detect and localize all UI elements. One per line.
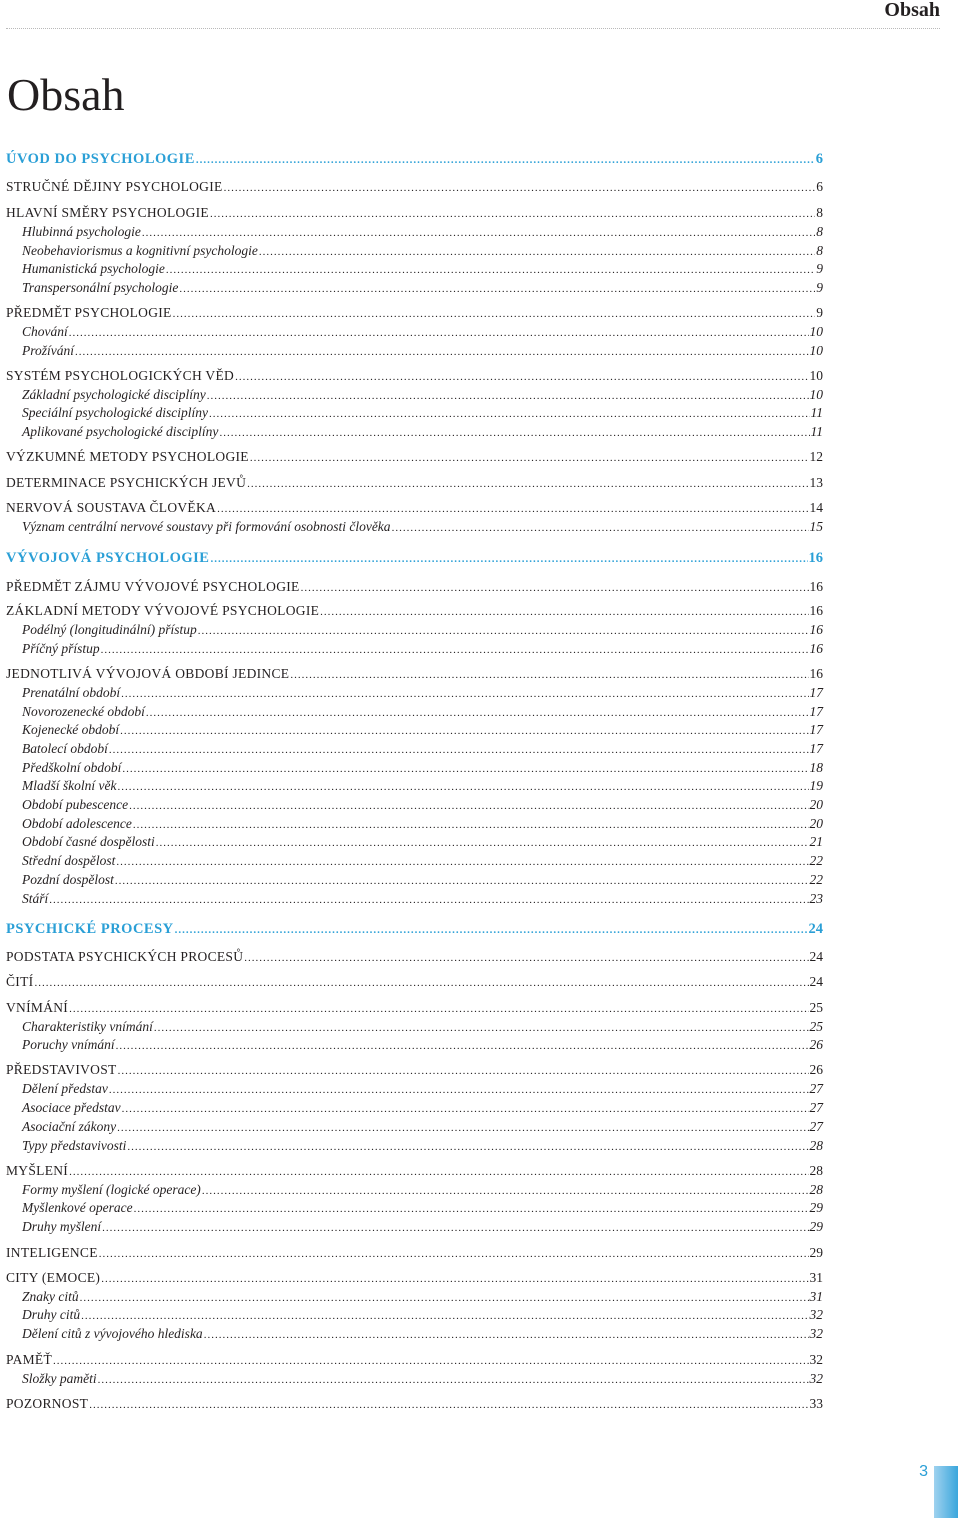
toc-chapter-entry[interactable] [6,920,823,939]
toc-dot-leader [247,475,808,493]
toc-subsection-entry[interactable] [22,386,823,405]
toc-entry-page: 28 [809,1182,823,1197]
toc-entry-label: SYSTÉM PSYCHOLOGICKÝCH VĚD [6,368,235,383]
toc-section-entry[interactable] [6,1244,823,1263]
toc-subsection-entry[interactable] [22,1181,823,1200]
toc-subsection-entry[interactable] [22,1370,823,1389]
toc-subsection-entry[interactable] [22,815,823,834]
toc-entry-page: 25 [809,1000,823,1015]
toc-subsection-entry[interactable] [22,518,823,537]
toc-entry-label: STRUČNÉ DĚJINY PSYCHOLOGIE [6,179,223,194]
toc-section-entry[interactable] [6,1269,823,1288]
toc-entry-label: VNÍMÁNÍ [6,1000,69,1015]
toc-entry-label: Transpersonální psychologie [22,280,179,295]
toc-entry-page: 17 [809,704,823,719]
toc-dot-leader [129,797,808,815]
toc-entry-label: Aplikované psychologické disciplíny [22,424,219,439]
toc-dot-leader [250,449,809,467]
toc-subsection-entry[interactable] [22,1325,823,1344]
toc-entry-page: 25 [809,1019,823,1034]
toc-entry-label: Základní psychologické disciplíny [22,387,206,402]
toc-entry-label: Druhy myšlení [22,1219,102,1234]
toc-dot-leader [109,1081,809,1099]
toc-dot-leader [244,949,808,967]
toc-dot-leader [102,1219,808,1237]
toc-entry-label: Znaky citů [22,1289,79,1304]
toc-subsection-entry[interactable] [22,342,823,361]
toc-section-entry[interactable] [6,367,823,386]
toc-dot-leader [99,1245,809,1263]
toc-entry-label: Význam centrální nervové soustavy při formování osobnosti člověka [22,519,391,534]
toc-dot-leader [116,1037,809,1055]
toc-entry-page: 14 [809,500,823,515]
toc-entry-page: 9 [816,261,823,276]
toc-subsection-entry[interactable] [22,852,823,871]
toc-entry-label: PŘEDSTAVIVOST [6,1062,117,1077]
toc-entry-page: 10 [809,368,823,383]
toc-dot-leader [101,1270,808,1288]
toc-dot-leader [219,424,809,442]
toc-subsection-entry[interactable] [22,423,823,442]
toc-dot-leader [75,343,809,361]
running-header-title: Obsah [884,0,940,21]
toc-entry-label: PODSTATA PSYCHICKÝCH PROCESŮ [6,949,244,964]
toc-entry-label: Humanistická psychologie [22,261,165,276]
toc-entry-page: 13 [809,475,823,490]
toc-dot-leader [154,1019,809,1037]
toc-entry-label: ČITÍ [6,974,34,989]
toc-dot-leader [89,1396,808,1414]
page-title: Obsah [7,69,125,120]
toc-entry-page: 29 [809,1245,823,1260]
toc-dot-leader [166,261,815,279]
toc-dot-leader [115,872,809,890]
toc-entry-label: Období časné dospělosti [22,834,155,849]
page-edge-tab [934,1466,958,1518]
toc-section-entry[interactable] [6,1162,823,1181]
toc-entry-label: PŘEDMĚT PSYCHOLOGIE [6,305,172,320]
toc-section-entry[interactable] [6,499,823,518]
toc-subsection-entry[interactable] [22,703,823,722]
toc-entry-label: ÚVOD DO PSYCHOLOGIE [6,151,195,167]
toc-section-entry[interactable] [6,204,823,223]
toc-entry-label: Mladší školní věk [22,778,117,793]
toc-subsection-entry[interactable] [22,721,823,740]
toc-entry-label: Novorozenecké období [22,704,145,719]
toc-entry-page: 29 [809,1219,823,1234]
toc-entry-page: 28 [809,1138,823,1153]
toc-entry-page: 28 [809,1163,823,1178]
toc-entry-label: Dělení představ [22,1081,108,1096]
toc-entry-page: 20 [809,797,823,812]
toc-subsection-entry[interactable] [22,404,823,423]
toc-dot-leader [134,1200,809,1218]
toc-dot-leader [210,205,815,223]
toc-subsection-entry[interactable] [22,1118,823,1137]
toc-subsection-entry[interactable] [22,242,823,261]
toc-dot-leader [142,224,815,242]
toc-entry-label: Druhy citů [22,1307,81,1322]
toc-section-entry[interactable] [6,948,823,967]
toc-entry-label: VÝVOJOVÁ PSYCHOLOGIE [6,550,210,566]
toc-entry-label: Batolecí období [22,741,108,756]
toc-dot-leader [117,778,808,796]
toc-subsection-entry[interactable] [22,777,823,796]
toc-subsection-entry[interactable] [22,1306,823,1325]
toc-entry-page: 9 [816,280,823,295]
toc-dot-leader [109,741,809,759]
toc-entry-page: 16 [809,603,823,618]
toc-dot-leader [120,722,808,740]
toc-entry-page: 21 [809,834,823,849]
toc-dot-leader [235,368,808,386]
toc-subsection-entry[interactable] [22,833,823,852]
toc-dot-leader [259,243,815,261]
toc-entry-page: 32 [809,1326,823,1341]
toc-entry-page: 11 [810,424,823,439]
toc-entry-page: 32 [809,1352,823,1367]
toc-section-entry[interactable] [6,602,823,621]
toc-entry-page: 15 [809,519,823,534]
toc-dot-leader [210,550,807,568]
toc-dot-leader [179,280,815,298]
toc-dot-leader [202,1182,809,1200]
toc-entry-page: 33 [809,1396,823,1411]
toc-entry-label: POZORNOST [6,1396,89,1411]
toc-dot-leader [290,666,808,684]
toc-subsection-entry[interactable] [22,621,823,640]
toc-chapter-entry[interactable] [6,150,823,169]
toc-dot-leader [175,921,808,939]
toc-entry-page: 10 [809,387,823,402]
toc-entry-page: 24 [809,974,823,989]
page-number: 3 [919,1463,928,1480]
toc-entry-page: 16 [809,579,823,594]
toc-dot-leader [53,1352,808,1370]
toc-dot-leader [101,641,809,659]
toc-entry-page: 23 [809,891,823,906]
toc-entry-label: Asociační zákony [22,1119,117,1134]
toc-entry-page: 27 [809,1100,823,1115]
toc-dot-leader [98,1371,809,1389]
toc-dot-leader [156,834,809,852]
toc-entry-label: Složky paměti [22,1371,97,1386]
toc-dot-leader [392,519,809,537]
toc-entry-label: Kojenecké období [22,722,120,737]
toc-entry-page: 22 [809,853,823,868]
toc-dot-leader [127,1138,808,1156]
toc-subsection-entry[interactable] [22,1137,823,1156]
toc-entry-label: Střední dospělost [22,853,116,868]
toc-entry-label: PSYCHICKÉ PROCESY [6,921,174,937]
toc-entry-page: 12 [809,449,823,464]
toc-dot-leader [34,974,808,992]
toc-entry-label: NERVOVÁ SOUSTAVA ČLOVĚKA [6,500,217,515]
toc-entry-label: Pozdní dospělost [22,872,114,887]
toc-dot-leader [133,816,809,834]
toc-dot-leader [207,387,809,405]
toc-chapter-entry[interactable] [6,549,823,568]
toc-subsection-entry[interactable] [22,323,823,342]
toc-dot-leader [204,1326,809,1344]
toc-section-entry[interactable] [6,665,823,684]
toc-entry-label: Období adolescence [22,816,132,831]
toc-entry-label: ZÁKLADNÍ METODY VÝVOJOVÉ PSYCHOLOGIE [6,603,320,618]
toc-entry-label: Poruchy vnímání [22,1037,115,1052]
toc-entry-label: VÝZKUMNÉ METODY PSYCHOLOGIE [6,449,249,464]
toc-subsection-entry[interactable] [22,1036,823,1055]
toc-entry-page: 10 [809,343,823,358]
toc-entry-page: 10 [809,324,823,339]
toc-entry-page: 31 [809,1289,823,1304]
toc-entry-page: 26 [809,1062,823,1077]
toc-entry-label: MYŠLENÍ [6,1163,69,1178]
toc-subsection-entry[interactable] [22,1218,823,1237]
toc-entry-page: 16 [808,550,823,566]
toc-entry-label: PAMĚŤ [6,1352,53,1367]
toc-subsection-entry[interactable] [22,1080,823,1099]
toc-entry-label: DETERMINACE PSYCHICKÝCH JEVŮ [6,475,247,490]
toc-dot-leader [146,704,809,722]
toc-subsection-entry[interactable] [22,684,823,703]
toc-section-entry[interactable] [6,304,823,323]
toc-dot-leader [196,151,815,169]
toc-section-entry[interactable] [6,474,823,493]
toc-entry-page: 11 [810,405,823,420]
toc-entry-label: Předškolní období [22,760,122,775]
toc-dot-leader [80,1289,809,1307]
toc-entry-label: Prožívání [22,343,74,358]
toc-section-entry[interactable] [6,578,823,597]
toc-dot-leader [69,1000,808,1018]
toc-subsection-entry[interactable] [22,640,823,659]
toc-entry-page: 24 [809,949,823,964]
toc-entry-page: 9 [816,305,823,320]
toc-entry-page: 8 [816,243,823,258]
toc-dot-leader [217,500,808,518]
toc-entry-page: 27 [809,1081,823,1096]
toc-entry-page: 16 [809,666,823,681]
toc-entry-page: 20 [809,816,823,831]
toc-entry-label: Příčný přístup [22,641,100,656]
toc-entry-page: 16 [809,622,823,637]
toc-section-entry[interactable] [6,1395,823,1414]
toc-dot-leader [117,1119,808,1137]
toc-section-entry[interactable] [6,1061,823,1080]
toc-dot-leader [121,685,808,703]
toc-dot-leader [118,1062,809,1080]
toc-subsection-entry[interactable] [22,759,823,778]
toc-entry-page: 29 [809,1200,823,1215]
toc-dot-leader [81,1307,808,1325]
toc-entry-label: Prenatální období [22,685,121,700]
toc-dot-leader [173,305,816,323]
toc-subsection-entry[interactable] [22,1018,823,1037]
toc-entry-page: 6 [816,179,823,194]
toc-dot-leader [224,179,816,197]
toc-entry-label: INTELIGENCE [6,1245,98,1260]
toc-entry-page: 6 [815,151,823,167]
toc-subsection-entry[interactable] [22,279,823,298]
toc-entry-label: Typy představivosti [22,1138,127,1153]
toc-entry-label: Hlubinná psychologie [22,224,141,239]
toc-entry-page: 27 [809,1119,823,1134]
toc-entry-label: Podélný (longitudinální) přístup [22,622,197,637]
toc-entry-label: Stáří [22,891,49,906]
toc-entry-label: Formy myšlení (logické operace) [22,1182,201,1197]
toc-dot-leader [122,1100,809,1118]
toc-entry-label: CITY (EMOCE) [6,1270,101,1285]
toc-entry-page: 8 [816,224,823,239]
toc-subsection-entry[interactable] [22,740,823,759]
toc-entry-page: 26 [809,1037,823,1052]
toc-dot-leader [116,853,808,871]
toc-entry-label: Speciální psychologické disciplíny [22,405,208,420]
toc-dot-leader [301,579,809,597]
toc-section-entry[interactable] [6,999,823,1018]
toc-entry-label: Charakteristiky vnímání [22,1019,153,1034]
toc-subsection-entry[interactable] [22,871,823,890]
toc-dot-leader [209,405,810,423]
toc-entry-page: 24 [808,921,823,937]
toc-section-entry[interactable] [6,178,823,197]
toc-subsection-entry[interactable] [22,796,823,815]
toc-entry-page: 32 [809,1371,823,1386]
toc-entry-page: 16 [809,641,823,656]
toc-subsection-entry[interactable] [22,1099,823,1118]
toc-entry-page: 17 [809,722,823,737]
toc-entry-label: JEDNOTLIVÁ VÝVOJOVÁ OBDOBÍ JEDINCE [6,666,290,681]
toc-entry-page: 31 [809,1270,823,1285]
toc-entry-page: 32 [809,1307,823,1322]
toc-entry-label: Období pubescence [22,797,129,812]
toc-subsection-entry[interactable] [22,223,823,242]
toc-entry-page: 17 [809,685,823,700]
toc-entry-label: PŘEDMĚT ZÁJMU VÝVOJOVÉ PSYCHOLOGIE [6,579,300,594]
toc-subsection-entry[interactable] [22,260,823,279]
toc-subsection-entry[interactable] [22,890,823,909]
toc-entry-page: 17 [809,741,823,756]
toc-section-entry[interactable] [6,448,823,467]
toc-entry-label: Chování [22,324,68,339]
toc-entry-label: Myšlenkové operace [22,1200,133,1215]
toc-dot-leader [320,603,808,621]
toc-dot-leader [69,324,809,342]
toc-dot-leader [122,760,808,778]
toc-entry-label: Asociace představ [22,1100,121,1115]
toc-dot-leader [49,891,808,909]
toc-entry-label: HLAVNÍ SMĚRY PSYCHOLOGIE [6,205,209,220]
toc-section-entry[interactable] [6,973,823,992]
toc-dot-leader [69,1163,808,1181]
toc-entry-label: Neobehaviorismus a kognitivní psychologie [22,243,258,258]
toc-entry-page: 8 [816,205,823,220]
toc-entry-page: 19 [809,778,823,793]
toc-entry-label: Dělení citů z vývojového hlediska [22,1326,203,1341]
toc-section-entry[interactable] [6,1351,823,1370]
toc-subsection-entry[interactable] [22,1199,823,1218]
toc-subsection-entry[interactable] [22,1288,823,1307]
toc-entry-page: 22 [809,872,823,887]
toc-dot-leader [198,622,809,640]
toc-entry-page: 18 [809,760,823,775]
